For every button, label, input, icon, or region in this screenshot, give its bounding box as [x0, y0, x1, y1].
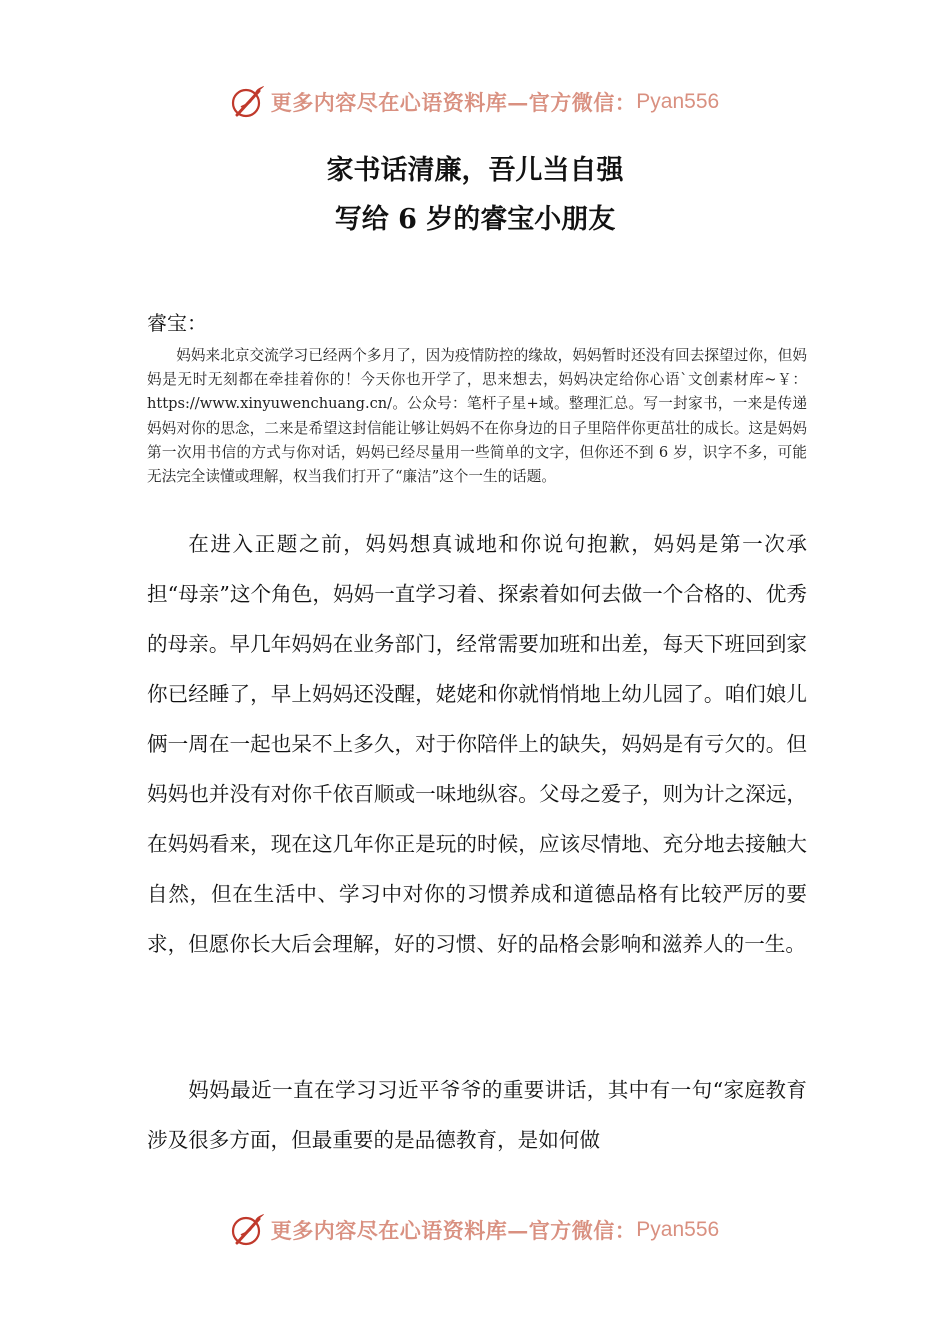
page-title: 家书话清廉，吾儿当自强 — [326, 155, 624, 186]
banner-text: 更多内容尽在心语资料库—官方微信： — [270, 1218, 637, 1243]
body-paragraph-2: 妈妈最近一直在学习习近平爷爷的重要讲话，其中有一句“家庭教育涉及很多方面，但最重要的是品德教育，是如何做 — [147, 1078, 807, 1152]
page-subtitle: 写给 6 岁的睿宝小朋友 — [334, 204, 616, 235]
banner-text: 更多内容尽在心语资料库—官方微信： — [270, 90, 637, 115]
intro-paragraph: 妈妈来北京交流学习已经两个多月了，因为疫情防控的缘故，妈妈暂时还没有回去探望过你，但妈妈是无时无刻都在牵挂着你的！今天你也开学了，思来想去，妈妈决定给你心语`文创素材库~￥：https://www.xinyuwenchuang.cn/。公众号：笔杆子星+域。整理汇总。写一封家书，一来是传递妈妈对你的思念，二来是希望这封信能让够让妈妈不在你身边的日子里陪伴你更茁壮的成长。这是妈妈第一次用书信的方式与你对话，妈妈已经尽量用一些简单的文字，但你还不到 6 岁，识字不多，可能无法完全读懂或理解，权当我们打开了“廉洁”这个一生的话题。 — [147, 347, 807, 486]
quill-logo-icon — [231, 85, 265, 119]
quill-logo-icon — [231, 1213, 265, 1247]
banner-wechat-handle: Pyan556 — [636, 90, 720, 113]
salutation: 睿宝： — [147, 311, 207, 335]
footer-banner — [0, 1210, 950, 1250]
banner-wechat-handle: Pyan556 — [636, 1218, 720, 1241]
header-banner — [0, 82, 950, 122]
body-paragraph-1: 在进入正题之前，妈妈想真诚地和你说句抱歉，妈妈是第一次承担“母亲”这个角色，妈妈一直学习着、探索着如何去做一个合格的、优秀的母亲。早几年妈妈在业务部门，经常需要加班和出差，每天下班回到家你已经睡了，早上妈妈还没醒，姥姥和你就悄悄地上幼儿园了。咱们娘儿俩一周在一起也呆不上多久，对于你陪伴上的缺失，妈妈是有亏欠的。但妈妈也并没有对你千依百顺或一味地纵容。父母之爱子，则为计之深远，在妈妈看来，现在这几年你正是玩的时候，应该尽情地、充分地去接触大自然，但在生活中、学习中对你的习惯养成和道德品格有比较严厉的要求，但愿你长大后会理解，好的习惯、好的品格会影响和滋养人的一生。 — [147, 532, 807, 956]
